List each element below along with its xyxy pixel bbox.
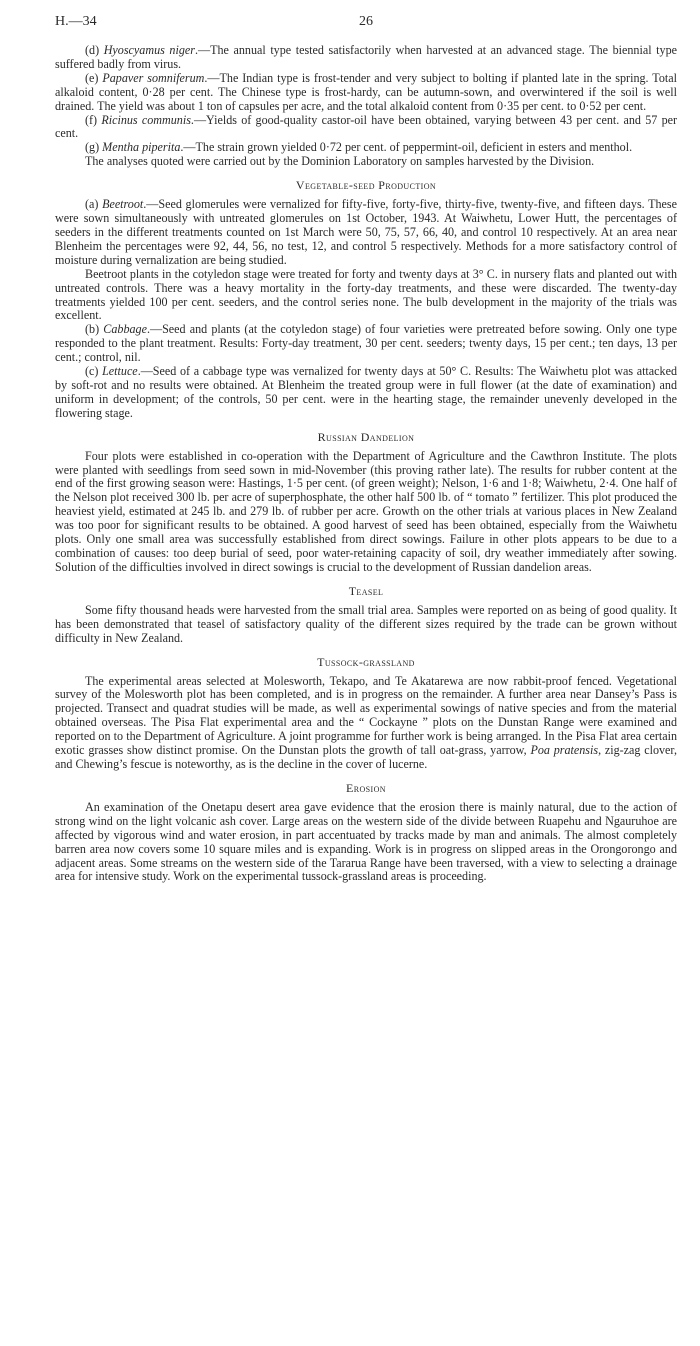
- paragraph: [55, 675, 677, 772]
- text-run: (b): [85, 322, 104, 337]
- text-run: (g): [85, 140, 103, 155]
- paragraph: [55, 72, 677, 114]
- paragraph: [55, 114, 677, 142]
- paragraph: [55, 155, 677, 169]
- text-run: .—Seed of a cabbage type was vernalized for twenty days at 50° C. Results: The Waiwhetu plot was attacked by soft-rot and no results were obtained. At Blenheim the treated group were in full flower (at the date of examination) and uniform in development; of the controls, 50 per cent. were in the hearting stage, the remainder unevenly developed in the flowering stage.: [55, 364, 677, 420]
- text-run: Some fifty thousand heads were harvested from the small trial area. Samples were reported on as being of good quality. It has been demonstrated that teasel of satisfactory quality of the different sizes required by the trade can be grown without difficulty in New Zealand.: [55, 602, 677, 645]
- text-run: (c): [85, 364, 103, 379]
- document-body: [55, 44, 677, 884]
- section-heading: Erosion: [346, 780, 386, 795]
- page-number: 26: [359, 14, 373, 29]
- text-run: .—Seed glomerules were vernalized for fifty-five, forty-five, thirty-five, twenty-five, and fifteen days. These were sown simultaneously with untreated glomerules on 1st October, 1943. At Waiwhetu, Lower Hutt, the percentages of seeders in the different treatments counted on 1st March were 50, 75, 57, 66, 40, and control 10 respectively. At an area near Blenheim the percentages were 92, 44, 56, no test, 12, and control 5 respectively. Methods for a more satisfactory control of moisture during vernalization are being studied.: [55, 197, 677, 267]
- paragraph: [55, 450, 677, 575]
- text-run: , zig-zag clover, and Chewing’s fescue is noteworthy, as is the decline in the cover of lucerne.: [55, 743, 677, 771]
- paragraph: [55, 801, 677, 884]
- text-run: Four plots were established in co-operation with the Department of Agriculture and the Cawthron Institute. The plots were planted with seedlings from seed sown in mid-November (this proving rather late). The results for rubber content at the end of the first growing season were: Hastings, 1·5 per cent. (of green weight); Nelson, 1·6 and 1·8; Waiwhetu, 2·4. One half of the Nelson plot received 300 lb. per acre of superphosphate, the other half 500 lb. of “ tomato ” fertilizer. This plot produced the heaviest yield, estimated at 245 lb. and 279 lb. of rubber per acre. Growth on the other trials at various places in New Zealand was too poor for significant results to be obtained. A good harvest of seed has been obtained, especially from the Waiwhetu plots. Only one small area was successfully established from direct sowings. Failure in other plots appears to be due to a combination of causes: too deep burial of seed, poor water-retaining capacity of soil, dry weather immediately after sowing. Solution of the difficulties involved in direct sowings is crucial to the development of Russian dandelion areas.: [55, 448, 677, 574]
- report-code: H.—34: [55, 14, 97, 29]
- text-run: (a): [85, 197, 103, 212]
- text-run: (d): [85, 43, 104, 57]
- document-page: [55, 14, 677, 884]
- text-run: An examination of the Onetapu desert area gave evidence that the erosion there is mainly natural, due to the action of strong wind on the light volcanic ash cover. Large areas on the western side of the divide between Ruapehu and Ngauruhoe are affected by vigorous wind and water erosion, in part accentuated by tracks made by man and animals. The almost completely barren area now covers some 10 square miles and is expanding. Work is in progress on slipped areas in the Orongorongo and adjacent areas. Some streams on the western side of the Tararua Range have been traversed, with a view to selecting a drainage area for intensive study. Work on the experimental tussock-grassland areas is proceeding.: [55, 799, 677, 884]
- text-run: (e): [85, 70, 103, 85]
- paragraph: [55, 604, 677, 646]
- paragraph: [55, 198, 677, 268]
- species-name: Ricinus communis: [101, 112, 191, 127]
- species-name: Poa pratensis: [530, 743, 599, 758]
- text-run: .—The Indian type is frost-tender and very subject to bolting if planted late in the spring. Total alkaloid content, 0·28 per cent. The Chinese type is frost-hardy, can be autumn-sown, and overwintered if the soil is well drained. The yield was about 1 ton of capsules per acre, and the total alkaloid content from 0·35 per cent. to 0·52 per cent.: [55, 70, 677, 113]
- paragraph: [55, 365, 677, 421]
- text-run: .—Yields of good-quality castor-oil have been obtained, varying between 43 per cent. and 57 per cent.: [55, 112, 678, 141]
- species-name: Papaver somniferum: [102, 70, 205, 85]
- section-heading: Teasel: [348, 583, 384, 598]
- text-run: Beetroot plants in the cotyledon stage were treated for forty and twenty days at 3° C. in nursery flats and planted out with untreated controls. There was a heavy mortality in the forty-day treatments, and these were discarded. The twenty-day treatments yielded 100 per cent. seeders, and the control series none. The bulb development in the majority of the trials was excellent.: [55, 266, 677, 323]
- paragraph: [55, 44, 677, 72]
- text-run: (f): [85, 112, 102, 127]
- species-name: Lettuce: [102, 364, 138, 379]
- species-name: Hyoscyamus niger: [103, 43, 195, 57]
- text-run: .—The annual type tested satisfactorily when harvested at an advanced stage. The biennial type suffered badly from virus.: [55, 43, 677, 71]
- page-header: [55, 14, 677, 32]
- section-heading: Tussock-grassland: [317, 654, 415, 669]
- species-name: Beetroot: [102, 197, 144, 212]
- paragraph: [55, 141, 677, 155]
- species-name: Cabbage: [103, 322, 147, 337]
- paragraph: [55, 268, 677, 324]
- text-run: The experimental areas selected at Molesworth, Tekapo, and Te Akatarewa are now rabbit-proof fenced. Vegetational survey of the Molesworth plot has been completed, and is in progress on the remainder. A further area near Dansey’s Pass is projected. Transect and quadrat studies will be made, as well as experimental sowings of native species and from the material obtained overseas. The Pisa Flat experimental area and the “ Cockayne ” plots on the Dunstan Range were examined and reported on to the Department of Agriculture. A joint programme for further work is being arranged. In the Pisa Flat area certain exotic grasses show distinct promise. On the Dunstan plots the growth of tall oat-grass, yarrow,: [55, 673, 677, 758]
- text-run: .—The strain grown yielded 0·72 per cent. of peppermint-oil, deficient in esters and menthol.: [180, 140, 633, 155]
- text-run: The analyses quoted were carried out by the Dominion Laboratory on samples harvested by the Division.: [85, 154, 595, 169]
- species-name: Mentha piperita: [102, 140, 181, 155]
- text-run: .—Seed and plants (at the cotyledon stage) of four varieties were pretreated before sowing. Only one type responded to the plant treatment. Results: Forty-day treatment, 30 per cent. seeders; twenty days, 15 per cent.; ten days, 13 per cent.; control, nil.: [55, 322, 678, 365]
- section-heading: Russian Dandelion: [317, 429, 415, 444]
- paragraph: [55, 323, 677, 365]
- section-heading: Vegetable-seed Production: [295, 178, 437, 193]
